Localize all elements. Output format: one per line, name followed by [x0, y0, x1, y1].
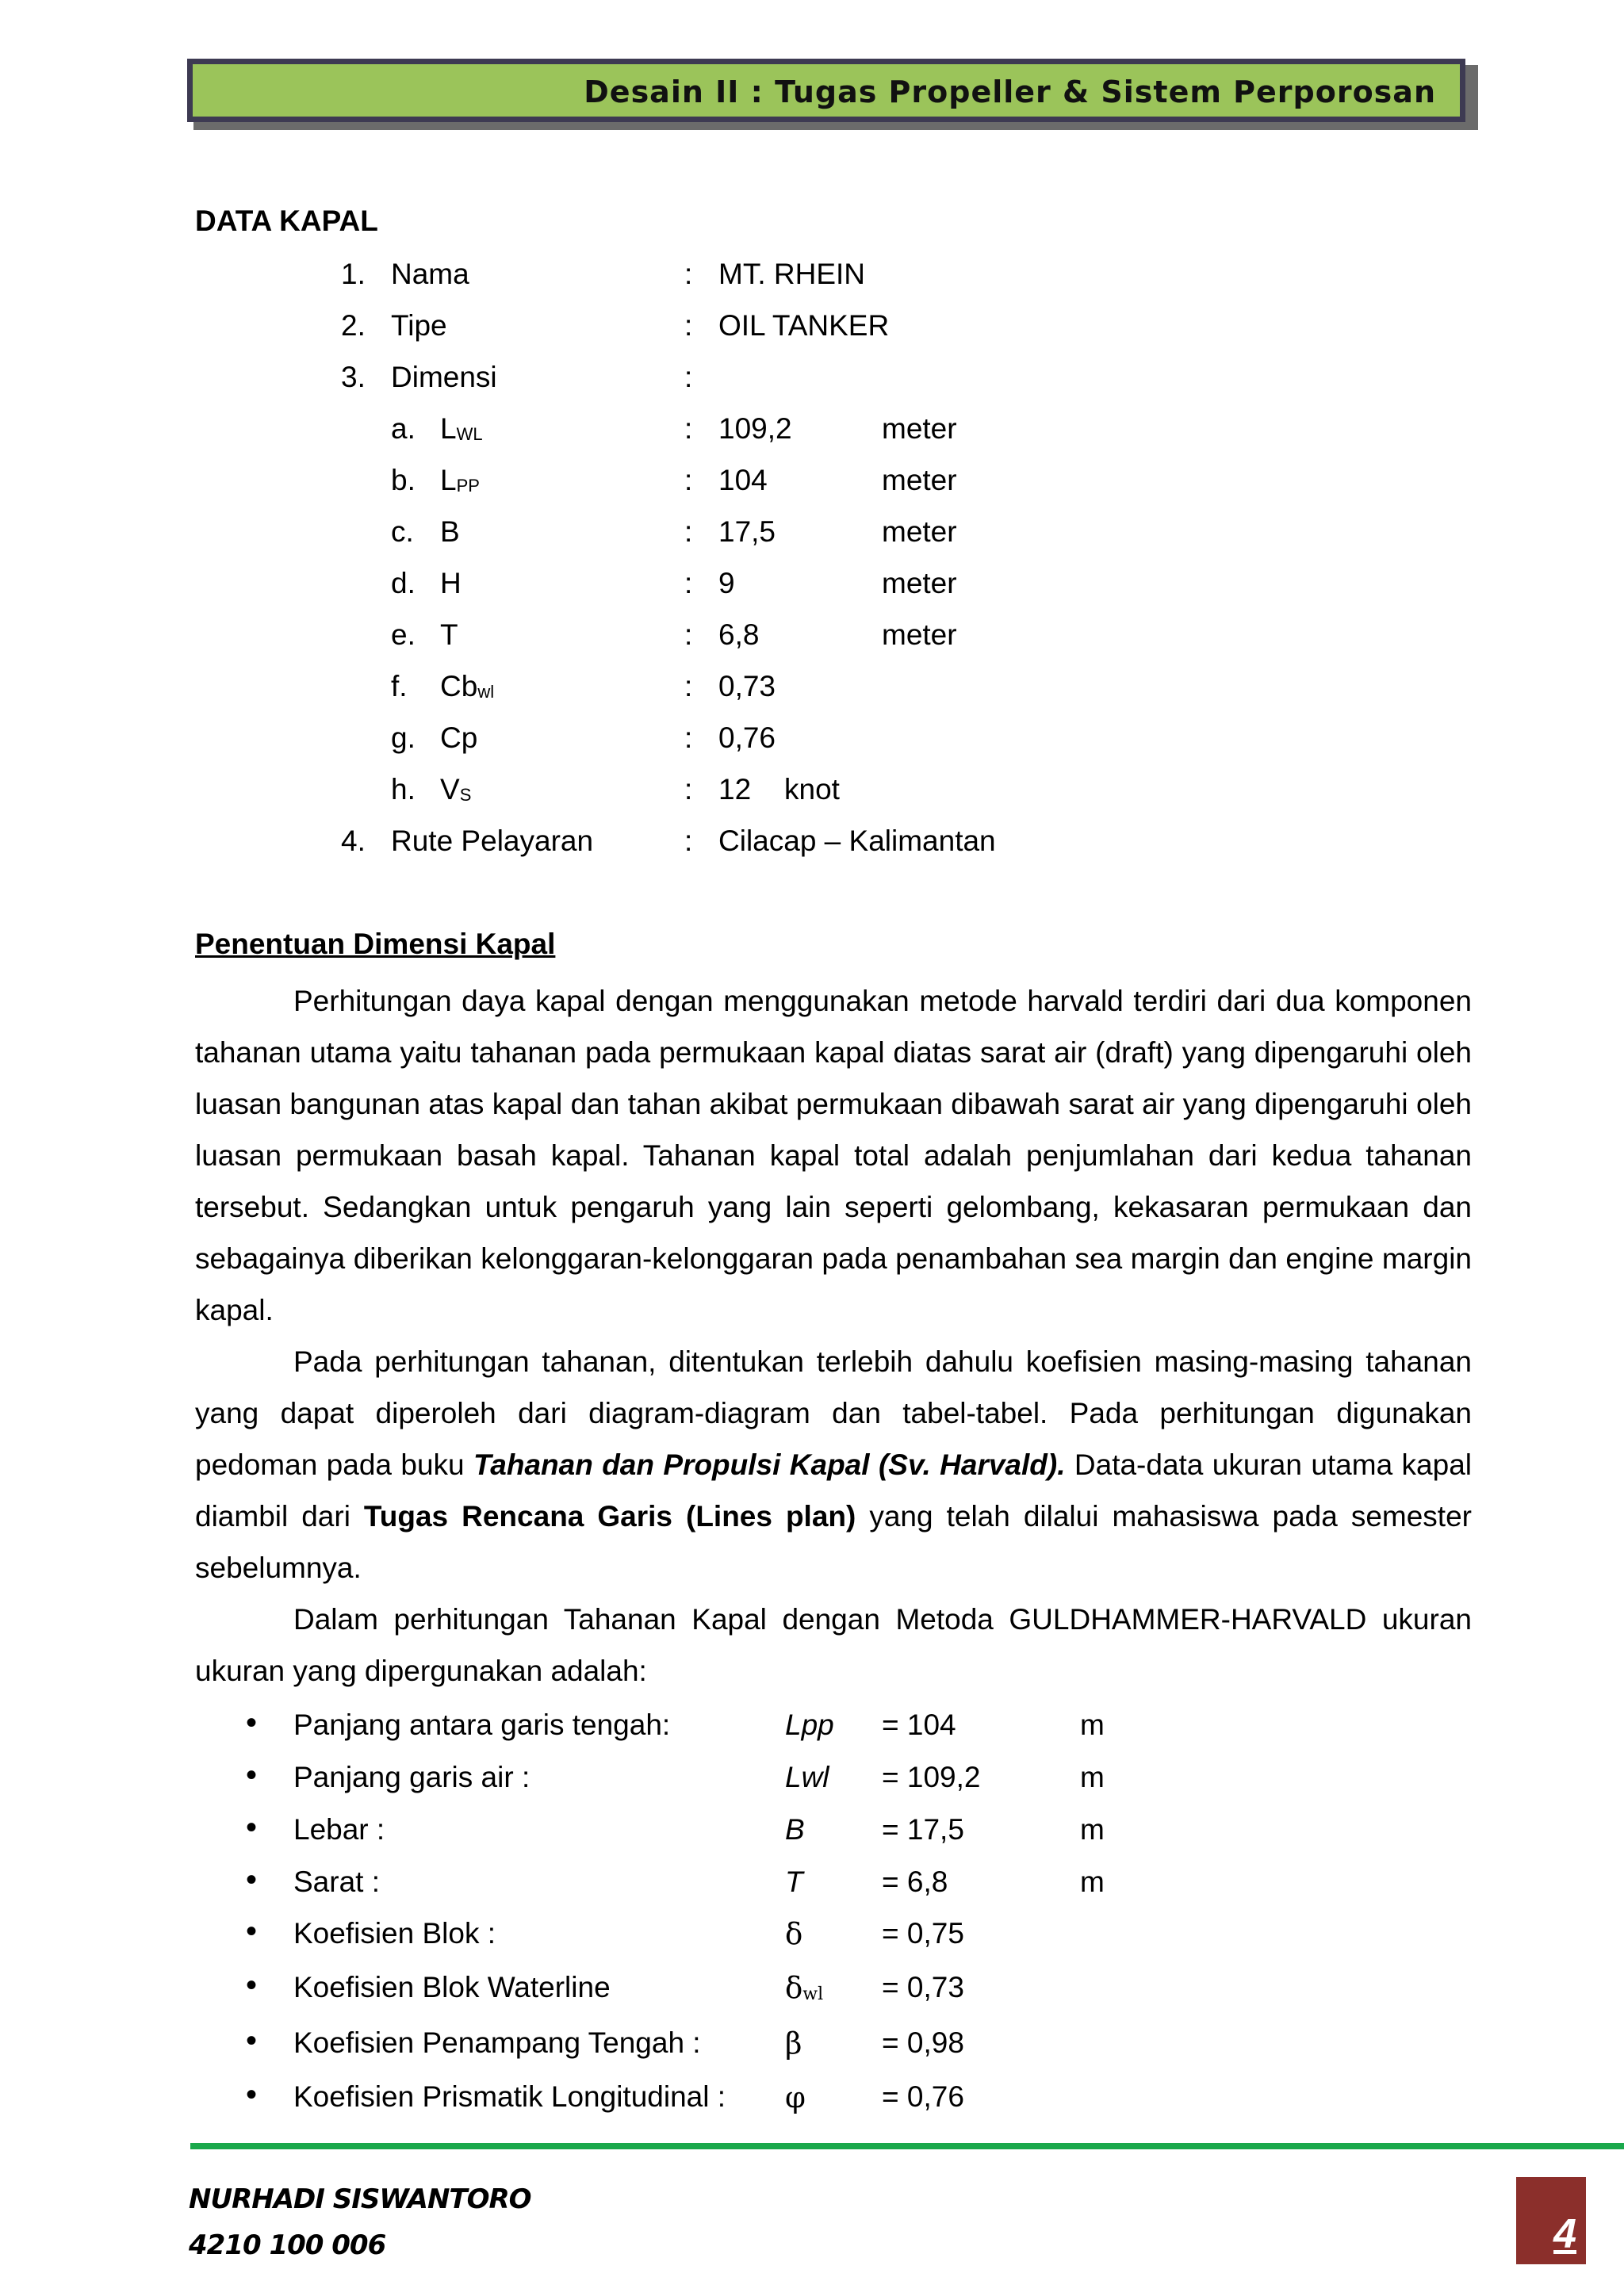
dimension-letter: h.: [391, 773, 416, 806]
bullet-icon: •: [246, 1968, 258, 2003]
header-banner: [187, 59, 1465, 122]
dimension-colon: :: [684, 773, 693, 806]
bullet-icon: •: [246, 1914, 258, 1949]
dimension-letter: d.: [391, 567, 416, 599]
bullet-icon: •: [246, 1810, 258, 1845]
measure-symbol: $\delta_{wl}$: [785, 1971, 824, 2005]
dimension-unit: meter: [882, 618, 957, 651]
dimension-value: 12: [718, 773, 752, 806]
measure-value: = 109,2: [882, 1761, 981, 1793]
measure-symbol: φ: [785, 2080, 806, 2114]
measure-value: = 0,73: [882, 1971, 964, 2003]
dimension-unit: meter: [882, 412, 957, 445]
measure-symbol: Lpp: [785, 1709, 834, 1741]
dimension-letter: f.: [391, 670, 408, 702]
footer-rule: [190, 2143, 1624, 2149]
bullet-icon: •: [246, 1758, 258, 1793]
dimension-unit: meter: [882, 567, 957, 599]
bullet-icon: •: [246, 1705, 258, 1740]
measure-value: = 0,76: [882, 2080, 964, 2113]
measure-label: Lebar :: [293, 1813, 385, 1846]
bullet-icon: •: [246, 2077, 258, 2112]
page-number: 4: [1553, 2211, 1576, 2257]
measure-label: Koefisien Penampang Tengah :: [293, 2026, 701, 2059]
ship-item-number: 2.: [341, 309, 366, 342]
dimension-label: $V_S$: [440, 773, 472, 806]
dimension-letter: e.: [391, 618, 416, 651]
measure-value: = 0,98: [882, 2026, 964, 2059]
paragraph-2: Pada perhitungan tahanan, ditentukan terlebih dahulu koefisien masing-masing tahanan yang dapat diperoleh dari diagram-diagram dan tabel-tabel. Pada perhitungan digunakan pedoman pada buku Tahanan dan Propulsi Kapal (Sv. Harvald). Data-data ukuran utama kapal diambil dari Tugas Rencana Garis (Lines plan) yang telah dilalui mahasiswa pada semester sebelumnya.: [195, 1345, 1473, 1584]
ship-data-heading: DATA KAPAL: [195, 205, 378, 237]
dimension-value: 109,2: [718, 412, 792, 445]
paragraph-1: Perhitungan daya kapal dengan menggunakan metode harvald terdiri dari dua komponen tahanan utama yaitu tahanan pada permukaan kapal diatas sarat air (draft) yang dipengaruhi oleh luasan bangunan atas kapal dan tahan akibat permukaan dibawah sarat air yang dipengaruhi oleh luasan permukaan basah kapal. Tahanan kapal total adalah penjumlahan dari kedua tahanan tersebut. Sedangkan untuk pengaruh yang lain seperti gelombang, kekasaran permukaan dan sebagainya diberikan kelonggaran-kelonggaran pada penambahan sea margin dan engine margin kapal.: [195, 985, 1472, 1326]
measure-label: Panjang garis air :: [293, 1761, 530, 1793]
dimension-colon: :: [684, 515, 693, 548]
dimension-letter: b.: [391, 464, 416, 496]
measure-symbol: B: [785, 1813, 805, 1846]
measure-symbol: T: [785, 1866, 803, 1898]
bullet-icon: •: [246, 1862, 258, 1897]
dimension-label: $Cb_{wl}$: [440, 670, 495, 702]
measure-value: = 17,5: [882, 1813, 964, 1846]
header-title: Desain II : Tugas Propeller & Sistem Perporosan: [584, 75, 1436, 109]
dimension-letter: c.: [391, 515, 414, 548]
dimension-letter: g.: [391, 721, 416, 754]
dimension-label: $L_{PP}$: [440, 464, 480, 496]
ship-item-label: Tipe: [391, 309, 447, 342]
ship-item-colon: :: [684, 361, 693, 393]
dimension-colon: :: [684, 567, 693, 599]
page-badge: [1516, 2177, 1586, 2264]
dimension-colon: :: [684, 618, 693, 651]
measure-unit: m: [1080, 1866, 1105, 1898]
ship-item-number: 1.: [341, 258, 366, 290]
dimension-label: H: [440, 567, 462, 599]
ship-item-number: 3.: [341, 361, 366, 393]
dimension-label: T: [440, 618, 458, 651]
dimension-colon: :: [684, 721, 693, 754]
ship-item-value: OIL TANKER: [718, 309, 890, 342]
dimension-unit: knot: [784, 773, 840, 806]
route-number: 4.: [341, 825, 366, 857]
ship-item-value: MT. RHEIN: [718, 258, 865, 290]
dimension-label: $L_{WL}$: [440, 412, 483, 445]
measure-unit: m: [1080, 1761, 1105, 1793]
ship-item-label: Nama: [391, 258, 469, 290]
measure-label: Koefisien Blok :: [293, 1917, 496, 1950]
measure-symbol: Lwl: [785, 1761, 829, 1793]
dimension-value: 104: [718, 464, 768, 496]
dimension-value: 0,76: [718, 721, 776, 754]
section-heading: Penentuan Dimensi Kapal: [195, 928, 556, 960]
paragraph-3: Dalam perhitungan Tahanan Kapal dengan Metoda GULDHAMMER-HARVALD ukuran ukuran yang dipergunakan adalah:: [195, 1603, 1472, 1687]
measure-label: Sarat :: [293, 1866, 380, 1898]
author-id: 4210 100 006: [189, 2229, 386, 2261]
measure-label: Koefisien Blok Waterline: [293, 1971, 611, 2003]
dimension-label: Cp: [440, 721, 478, 754]
measure-label: Koefisien Prismatik Longitudinal :: [293, 2080, 726, 2113]
book-title: Tahanan dan Propulsi Kapal (Sv. Harvald).: [473, 1448, 1066, 1481]
measure-unit: m: [1080, 1709, 1105, 1741]
measure-value: = 0,75: [882, 1917, 964, 1950]
dimension-colon: :: [684, 464, 693, 496]
dimension-unit: meter: [882, 515, 957, 548]
dimension-letter: a.: [391, 412, 416, 445]
ship-item-label: Dimensi: [391, 361, 497, 393]
author-name: NURHADI SISWANTORO: [189, 2183, 531, 2215]
dimension-unit: meter: [882, 464, 957, 496]
route-label: Rute Pelayaran: [391, 825, 594, 857]
dimension-value: 9: [718, 567, 735, 599]
measure-symbol: β: [785, 2026, 802, 2061]
measure-unit: m: [1080, 1813, 1105, 1846]
dimension-colon: :: [684, 670, 693, 702]
task-title: Tugas Rencana Garis (Lines plan): [363, 1500, 856, 1533]
measure-value: = 6,8: [882, 1866, 948, 1898]
route-colon: :: [684, 825, 693, 857]
ship-item-colon: :: [684, 258, 693, 290]
dimension-value: 17,5: [718, 515, 776, 548]
measure-label: Panjang antara garis tengah:: [293, 1709, 671, 1741]
dimension-value: 0,73: [718, 670, 776, 702]
dimension-value: 6,8: [718, 618, 760, 651]
bullet-icon: •: [246, 2023, 258, 2058]
measure-symbol: δ: [785, 1917, 803, 1951]
dimension-label: B: [440, 515, 460, 548]
ship-item-colon: :: [684, 309, 693, 342]
measure-value: = 104: [882, 1709, 956, 1741]
route-value: Cilacap – Kalimantan: [718, 825, 996, 857]
dimension-colon: :: [684, 412, 693, 445]
